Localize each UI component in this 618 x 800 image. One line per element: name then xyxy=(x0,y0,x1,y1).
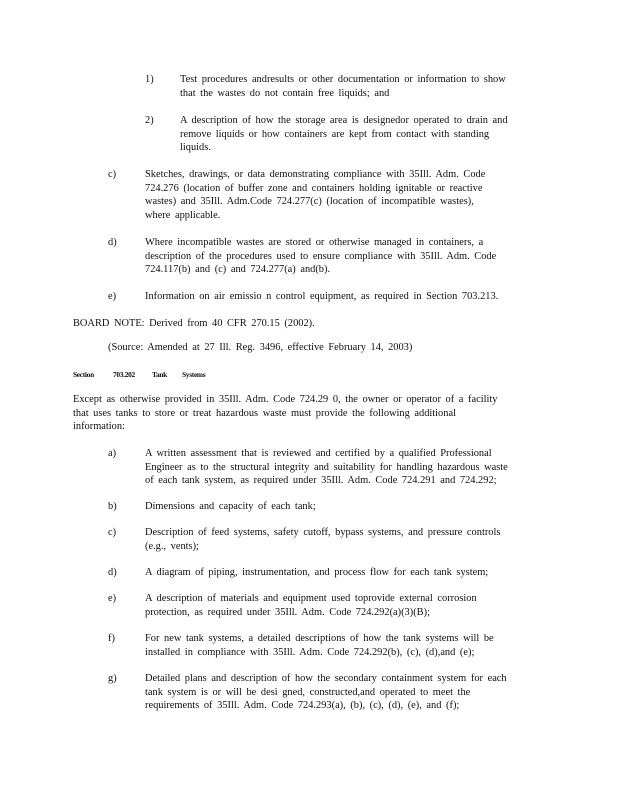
text-line: liquids. xyxy=(180,142,211,154)
text-line: Engineer as to the structural integrity and suitability for handling hazardous waste xyxy=(145,461,508,473)
item-label: g) xyxy=(108,673,117,684)
text-line: A written assessment that is reviewed and certified by a qualified Professional xyxy=(145,448,492,459)
section-title-systems: Systems xyxy=(182,370,206,379)
text-line: tank system is or will be desi gned, constructed,and operated to meet the xyxy=(145,686,471,698)
text-line: that uses tanks to store or treat hazardous waste must provide the following additional xyxy=(73,407,456,419)
text-line: remove liquids or how containers are kept from contact with standing xyxy=(180,128,490,140)
item-label: b) xyxy=(108,501,117,512)
text-line: For new tank systems, a detailed descriptions of how the tank systems will be xyxy=(145,633,494,644)
text-line: Test procedures andresults or other documentation or information to show xyxy=(180,74,506,85)
item-text xyxy=(145,500,545,514)
text-line: requirements of 35Ill. Adm. Code 724.293(a), (b), (c), (d), (e), and (f); xyxy=(145,700,460,712)
text-line: Description of feed systems, safety cutoff, bypass systems, and pressure controls xyxy=(145,527,501,538)
item-text xyxy=(145,168,535,222)
text-line: Information on air emissio n control equipment, as required in Section 703.213. xyxy=(145,291,499,302)
text-line: (e.g., vents); xyxy=(145,540,199,552)
section-title-tank: Tank xyxy=(152,370,167,379)
text-line: description of the procedures used to ensure compliance with 35Ill. Adm. Code xyxy=(145,250,497,262)
item-label: 2) xyxy=(145,115,154,126)
text-line: A diagram of piping, instrumentation, and process flow for each tank system; xyxy=(145,567,489,578)
item-text xyxy=(180,114,540,155)
text-line: installed in compliance with 35Ill. Adm. Code 724.292(b), (c), (d),and (e); xyxy=(145,646,475,658)
item-text xyxy=(145,592,545,619)
item-text xyxy=(145,236,535,277)
section-word: Section xyxy=(73,370,94,379)
item-text xyxy=(145,632,545,659)
text-line: 724.117(b) and (c) and 724.277(a) and(b). xyxy=(145,264,331,276)
item-text xyxy=(145,447,545,488)
text-line: wastes) and 35Ill. Adm.Code 724.277(c) (location of incompatible wastes), xyxy=(145,196,474,208)
intro-paragraph xyxy=(73,393,533,434)
item-label: 1) xyxy=(145,74,154,85)
item-label: d) xyxy=(108,237,117,248)
section-number: 703.202 xyxy=(113,370,135,379)
text-line: Sketches, drawings, or data demonstrating compliance with 35Ill. Adm. Code xyxy=(145,169,486,180)
text-line: Detailed plans and description of how the secondary containment system for each xyxy=(145,673,507,684)
item-text xyxy=(145,672,545,713)
item-text xyxy=(145,526,545,553)
text-line: Where incompatible wastes are stored or otherwise managed in containers, a xyxy=(145,237,484,248)
item-text xyxy=(145,290,535,304)
text-line: that the wastes do not contain free liquids; and xyxy=(180,87,390,99)
item-label: e) xyxy=(108,593,117,604)
text-line: of each tank system, as required under 35Ill. Adm. Code 724.291 and 724.292; xyxy=(145,475,497,487)
item-text xyxy=(145,566,545,580)
item-text xyxy=(180,73,540,100)
item-label: c) xyxy=(108,527,117,538)
section-heading xyxy=(73,368,273,380)
text-line: Except as otherwise provided in 35Ill. Adm. Code 724.29 0, the owner or operator of a facility xyxy=(73,394,498,405)
item-label: f) xyxy=(108,633,115,644)
item-label: e) xyxy=(108,291,117,302)
source-note: (Source: Amended at 27 Ill. Reg. 3496, effective February 14, 2003) xyxy=(108,342,413,353)
text-line: where applicable. xyxy=(145,209,221,221)
text-line: A description of how the storage area is designedor operated to drain and xyxy=(180,115,508,126)
item-label: a) xyxy=(108,448,117,459)
board-note: BOARD NOTE: Derived from 40 CFR 270.15 (2002). xyxy=(73,318,315,329)
text-line: protection, as required under 35Ill. Adm. Code 724.292(a)(3)(B); xyxy=(145,606,430,618)
text-line: Dimensions and capacity of each tank; xyxy=(145,501,316,512)
item-label: c) xyxy=(108,169,117,180)
item-label: d) xyxy=(108,567,117,578)
text-line: information: xyxy=(73,421,125,433)
text-line: 724.276 (location of buffer zone and containers holding ignitable or reactive xyxy=(145,182,483,194)
text-line: A description of materials and equipment used toprovide external corrosion xyxy=(145,593,477,604)
